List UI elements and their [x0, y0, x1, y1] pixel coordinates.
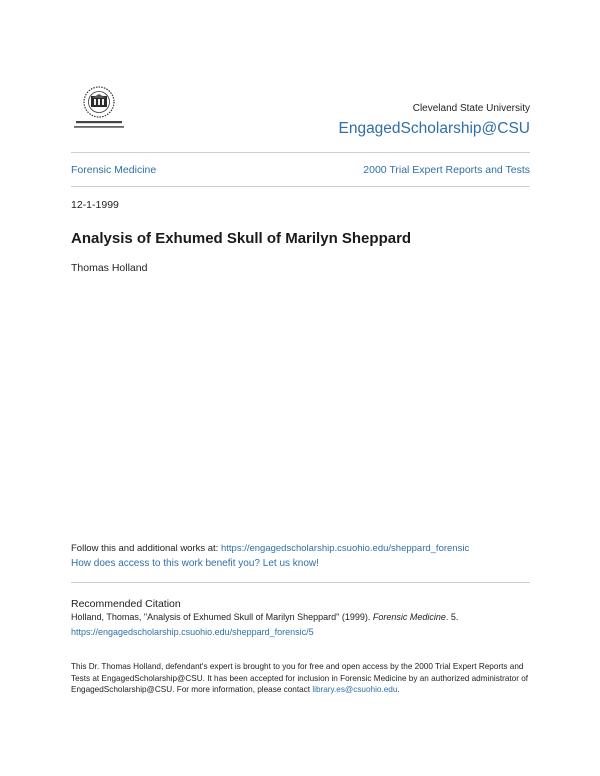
collection-link[interactable]: 2000 Trial Expert Reports and Tests: [363, 164, 530, 176]
breadcrumb-divider: [71, 186, 530, 187]
follow-divider: [71, 582, 530, 583]
follow-text: Follow this and additional works at:: [71, 543, 219, 554]
access-suffix: .: [397, 685, 400, 694]
access-statement: [71, 661, 533, 696]
publication-date: 12-1-1999: [71, 199, 119, 211]
citation-heading: Recommended Citation: [71, 598, 181, 610]
contact-email-link[interactable]: library.es@csuohio.edu: [312, 685, 398, 694]
header-divider: [71, 152, 530, 153]
institution-name: Cleveland State University: [412, 103, 530, 114]
access-text: This Dr. Thomas Holland, defendant's expert is brought to you for free and open access by the 2000 Trial Expert Reports and Tests at EngagedScholarship@CSU. It has been accepted for inclusion in Forensic Medicine by an authorized administrator of EngagedScholarship@CSU. For more information, please contact: [71, 662, 529, 694]
citation-journal: Forensic Medicine: [372, 612, 446, 622]
citation-end: . 5.: [445, 612, 459, 622]
document-title: Analysis of Exhumed Skull of Marilyn Sheppard: [71, 230, 412, 247]
feedback-link[interactable]: How does access to this work benefit you? Let us know!: [71, 558, 319, 569]
follow-line: [71, 543, 469, 554]
repository-link[interactable]: EngagedScholarship@CSU: [338, 120, 530, 137]
collection-url-link[interactable]: https://engagedscholarship.csuohio.edu/sheppard_forensic: [220, 543, 470, 554]
citation-main: Holland, Thomas, "Analysis of Exhumed Skull of Marilyn Sheppard" (1999).: [71, 612, 371, 622]
citation-text: [71, 612, 458, 622]
university-seal-logo: [72, 84, 126, 134]
series-link[interactable]: Forensic Medicine: [71, 164, 157, 176]
author-name: Thomas Holland: [71, 262, 148, 274]
citation-url-link[interactable]: https://engagedscholarship.csuohio.edu/sheppard_forensic/5: [71, 627, 314, 637]
